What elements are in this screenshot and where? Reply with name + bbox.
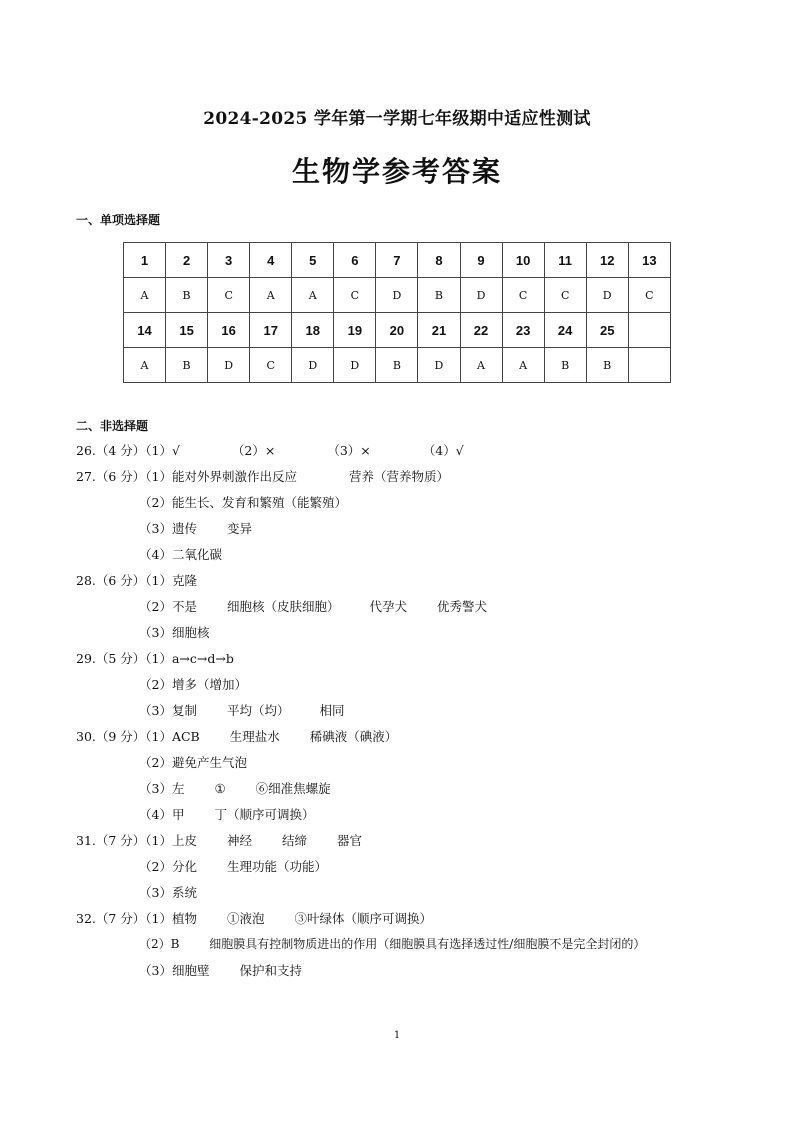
- answer-cell: C: [250, 348, 292, 383]
- q28-part2a: （2）不是: [139, 599, 197, 614]
- q32-part3a: （3）细胞壁: [139, 963, 210, 978]
- q29-answer-3: [139, 701, 344, 719]
- q28-part2c: 代孕犬: [369, 599, 407, 614]
- q32-label: 32.（7 分）: [76, 911, 146, 926]
- q32-part1b: ①液泡: [226, 911, 265, 926]
- q30-answer-2: （2）避免产生气泡: [139, 755, 247, 770]
- q30-part1c: 稀碘液（碘液）: [309, 729, 398, 744]
- question-number: 9: [460, 243, 502, 278]
- answer-cell: A: [124, 278, 166, 313]
- question-number: 6: [334, 243, 376, 278]
- answer-cell: C: [628, 278, 670, 313]
- section-heading-non-choice: 二、非选择题: [76, 419, 149, 433]
- q31-part2a: （2）分化: [139, 859, 197, 874]
- question-number: 12: [586, 243, 628, 278]
- q30-label: 30.（9 分）: [76, 729, 146, 744]
- empty-cell: [628, 348, 670, 383]
- q26-part4: （4）√: [422, 443, 464, 458]
- q28-answer-2: [139, 597, 487, 615]
- question-number: 19: [334, 313, 376, 348]
- section-heading-single-choice: 一、单项选择题: [76, 213, 161, 227]
- answer-cell: D: [292, 348, 334, 383]
- subject-title: 生物学参考答案: [291, 155, 502, 188]
- q27-answer-2: （2）能生长、发育和繁殖（能繁殖）: [139, 495, 347, 510]
- q26-part2: （2）×: [231, 443, 276, 458]
- question-number: 10: [502, 243, 544, 278]
- q29-label: 29.（5 分）: [76, 651, 146, 666]
- q27-part3b: 变异: [226, 521, 252, 536]
- q32-answer-1: [139, 909, 432, 927]
- answer-cell: B: [166, 278, 208, 313]
- answer-cell: D: [460, 278, 502, 313]
- q32-part2a: （2）B: [139, 937, 180, 951]
- q31-part1b: 神经: [226, 833, 252, 848]
- question-number: 20: [376, 313, 418, 348]
- q32-part3b: 保护和支持: [239, 963, 302, 978]
- q26-part3: （3）×: [327, 443, 371, 458]
- q32-answer-3: [139, 961, 302, 979]
- q29-part3b: 平均（均）: [226, 703, 290, 718]
- q30-part1b: 生理盐水: [229, 729, 280, 744]
- answer-cell: B: [418, 278, 460, 313]
- question-number: 17: [250, 313, 292, 348]
- empty-cell: [628, 313, 670, 348]
- q28-label: 28.（6 分）: [76, 573, 146, 588]
- q29-answer-2: （2）增多（增加）: [139, 677, 247, 692]
- q30-part4b: 丁（顺序可调换）: [214, 807, 315, 822]
- q32-answer-2: [139, 935, 645, 952]
- q27-label: 27.（6 分）: [76, 469, 146, 484]
- q30-part3c: ⑥细准焦螺旋: [255, 781, 331, 796]
- question-number: 15: [166, 313, 208, 348]
- q26-label: 26.（4 分）: [76, 443, 146, 458]
- question-number: 13: [628, 243, 670, 278]
- question-number: 22: [460, 313, 502, 348]
- answer-cell: A: [124, 348, 166, 383]
- answer-cell: A: [250, 278, 292, 313]
- q30-part3a: （3）左: [139, 781, 185, 796]
- table-row-answers-2: [124, 348, 671, 383]
- question-number: 3: [208, 243, 250, 278]
- q28-part2d: 优秀警犬: [436, 599, 487, 614]
- q31-part1a: （1）上皮: [139, 833, 197, 848]
- q29-part3c: 相同: [319, 703, 345, 718]
- q31-part1d: 器官: [336, 833, 362, 848]
- q27-part3a: （3）遗传: [139, 521, 197, 536]
- answer-cell: B: [166, 348, 208, 383]
- question-number: 24: [544, 313, 586, 348]
- question-number: 5: [292, 243, 334, 278]
- answer-cell: C: [334, 278, 376, 313]
- table-row-numbers-2: [124, 313, 671, 348]
- answer-cell: A: [292, 278, 334, 313]
- table-row-answers-1: [124, 278, 671, 313]
- q28-answer-1: （1）克隆: [139, 573, 197, 588]
- q28-answer-3: （3）细胞核: [139, 625, 210, 640]
- page-number: 1: [393, 1030, 401, 1041]
- answer-cell: B: [376, 348, 418, 383]
- q31-label: 31.（7 分）: [76, 833, 146, 848]
- q27-answer-3: [139, 519, 252, 537]
- answer-cell: A: [502, 348, 544, 383]
- q27-answer-4: （4）二氧化碳: [139, 547, 222, 562]
- q32-part2b: 细胞膜具有控制物质进出的作用（细胞膜具有选择透过性/细胞膜不是完全封闭的）: [209, 937, 646, 951]
- answer-cell: D: [208, 348, 250, 383]
- question-number: 21: [418, 313, 460, 348]
- answer-cell: A: [460, 348, 502, 383]
- answer-cell: D: [586, 278, 628, 313]
- q31-answer-2: [139, 857, 327, 875]
- q30-part3b: ①: [214, 781, 226, 796]
- answer-cell: C: [502, 278, 544, 313]
- answer-cell: C: [208, 278, 250, 313]
- answer-cell: C: [544, 278, 586, 313]
- answer-cell: D: [376, 278, 418, 313]
- answer-cell: D: [418, 348, 460, 383]
- q29-answer-1: （1）a→c→d→b: [139, 651, 234, 666]
- question-number: 1: [124, 243, 166, 278]
- q26-answers: [139, 441, 464, 459]
- q30-answer-1: [139, 727, 397, 745]
- question-number: 14: [124, 313, 166, 348]
- question-number: 11: [544, 243, 586, 278]
- q30-part4a: （4）甲: [139, 807, 185, 822]
- q28-part2b: 细胞核（皮肤细胞）: [226, 599, 340, 614]
- q30-answer-4: [139, 805, 314, 823]
- question-number: 8: [418, 243, 460, 278]
- question-number: 2: [166, 243, 208, 278]
- q31-answer-1: [139, 831, 362, 849]
- q31-part2b: 生理功能（功能）: [226, 859, 327, 874]
- q32-part1c: ③叶绿体（顺序可调换）: [294, 911, 432, 926]
- answer-table: [123, 242, 671, 383]
- question-number: 18: [292, 313, 334, 348]
- q26-part1: （1）√: [139, 443, 180, 458]
- answer-cell: B: [586, 348, 628, 383]
- q31-part1c: 结缔: [281, 833, 307, 848]
- q31-answer-3: （3）系统: [139, 885, 197, 900]
- table-row-numbers-1: [124, 243, 671, 278]
- answer-cell: D: [334, 348, 376, 383]
- q27-part1a: （1）能对外界刺激作出反应: [139, 469, 297, 484]
- question-number: 4: [250, 243, 292, 278]
- q32-part1a: （1）植物: [139, 911, 197, 926]
- exam-title: 2024-2025 学年第一学期七年级期中适应性测试: [203, 109, 591, 129]
- question-number: 23: [502, 313, 544, 348]
- q29-part3a: （3）复制: [139, 703, 197, 718]
- answer-cell: B: [544, 348, 586, 383]
- q30-part1a: （1）ACB: [139, 729, 200, 744]
- question-number: 25: [586, 313, 628, 348]
- q27-answer-1: [139, 467, 449, 485]
- question-number: 16: [208, 313, 250, 348]
- q30-answer-3: [139, 779, 331, 797]
- q27-part1b: 营养（营养物质）: [348, 469, 449, 484]
- question-number: 7: [376, 243, 418, 278]
